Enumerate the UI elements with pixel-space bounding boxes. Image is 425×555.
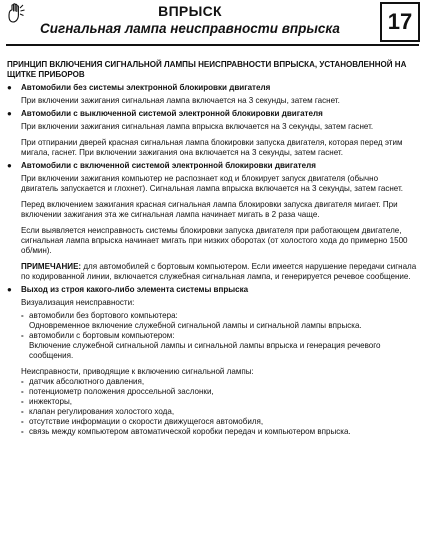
note-paragraph bbox=[7, 262, 417, 282]
bullet-icon: ● bbox=[7, 285, 12, 294]
fault-item-text: отсутствие информации о скорости движущегося автомобиля, bbox=[29, 417, 264, 426]
section-heading-text: Автомобили с включенной системой электронной блокировки двигателя bbox=[21, 161, 316, 170]
header-divider bbox=[6, 44, 419, 46]
intro-heading: ПРИНЦИП ВКЛЮЧЕНИЯ СИГНАЛЬНОЙ ЛАМПЫ НЕИСПРАВНОСТИ ВПРЫСКА, УСТАНОВЛЕННОЙ НА ЩИТКЕ ПРИБОРОВ bbox=[7, 60, 407, 79]
paragraph: При включении зажигания компьютер не распознает код и блокирует запуск двигателя (обычно двигатель запускается и глохнет). Сигнальная лампа впрыска включается на 3 секунды, затем гаснет. bbox=[21, 174, 404, 193]
list-item-text: Включение служебной сигнальной лампы и сигнальной лампы впрыска и генерация речевого сообщения. bbox=[29, 341, 381, 360]
dash-marker: - bbox=[21, 331, 24, 340]
visualization-label: Визуализация неисправности: bbox=[21, 298, 135, 307]
dash-marker: - bbox=[21, 397, 24, 406]
bullet-icon: ● bbox=[7, 109, 12, 118]
page-title: Сигнальная лампа неисправности впрыска bbox=[40, 21, 340, 36]
fault-item-text: датчик абсолютного давления, bbox=[29, 377, 145, 386]
fault-item-text: инжекторы, bbox=[29, 397, 72, 406]
note-label: ПРИМЕЧАНИЕ: bbox=[21, 262, 82, 271]
dash-marker: - bbox=[21, 407, 24, 416]
section-heading bbox=[7, 161, 417, 171]
section-heading-text: Автомобили с выключенной системой электронной блокировки двигателя bbox=[21, 109, 323, 118]
paragraph: Если выявляется неисправность системы блокировки запуска двигателя при работающем двигателе, сигнальная лампа впрыска начинает мигать при низких оборотах (от холостого хода до примерно 1500 об/мин). bbox=[21, 226, 408, 255]
dash-marker: - bbox=[21, 377, 24, 386]
chapter-number-badge: 17 bbox=[380, 2, 420, 42]
section-heading bbox=[7, 109, 417, 119]
note-text: для автомобилей с бортовым компьютером. Если имеется нарушение передачи сигнала по кодированной линии, включается служебная сигнальная лампа, и генерируется речевое сообщение. bbox=[21, 262, 417, 281]
fault-item-text: потенциометр положения дроссельной заслонки, bbox=[29, 387, 214, 396]
dash-marker: - bbox=[21, 387, 24, 396]
page-content bbox=[7, 60, 417, 437]
paragraph: При включении зажигания сигнальная лампа включается на 3 секунды, затем гаснет. bbox=[21, 96, 340, 105]
fault-item-text: клапан регулирования холостого хода, bbox=[29, 407, 175, 416]
bullet-icon: ● bbox=[7, 161, 12, 170]
fault-item bbox=[7, 387, 417, 397]
fault-item bbox=[7, 407, 417, 417]
list-item bbox=[7, 311, 417, 321]
fault-item bbox=[7, 377, 417, 387]
list-item-label: автомобили с бортовым компьютером: bbox=[29, 331, 175, 340]
page-header bbox=[6, 2, 419, 42]
fault-item-text: связь между компьютером автоматической коробки передач и компьютером впрыска. bbox=[29, 427, 351, 436]
dash-marker: - bbox=[21, 427, 24, 436]
dash-marker: - bbox=[21, 311, 24, 320]
section-title: ВПРЫСК bbox=[158, 3, 222, 19]
bullet-icon: ● bbox=[7, 83, 12, 92]
section-heading-text: Автомобили без системы электронной блокировки двигателя bbox=[21, 83, 271, 92]
list-item bbox=[7, 331, 417, 341]
paragraph: Перед включением зажигания красная сигнальная лампа блокировки запуска двигателя мигает. При включении зажигания эта же сигнальная лампа начинает мигать в 2 раза чаще. bbox=[21, 200, 398, 219]
paragraph: При включении зажигания сигнальная лампа впрыска включается на 3 секунды, затем гаснет. bbox=[21, 122, 374, 131]
section-heading bbox=[7, 83, 417, 93]
paragraph: При отпирании дверей красная сигнальная лампа блокировки запуска двигателя, которая перед этим мигала, гаснет. При включении зажигания она включается на 3 секунды, затем гаснет. bbox=[21, 138, 403, 157]
fault-item bbox=[7, 427, 417, 437]
faults-title: Неисправности, приводящие к включению сигнальной лампы: bbox=[21, 367, 254, 376]
list-item-text: Одновременное включение служебной сигнальной лампы и сигнальной лампы впрыска. bbox=[29, 321, 362, 330]
section-heading-text: Выход из строя какого-либо элемента системы впрыска bbox=[21, 285, 249, 294]
fault-item bbox=[7, 417, 417, 427]
fault-item bbox=[7, 397, 417, 407]
dash-marker: - bbox=[21, 417, 24, 426]
section-heading bbox=[7, 285, 417, 295]
list-item-label: автомобили без бортового компьютера: bbox=[29, 311, 178, 320]
